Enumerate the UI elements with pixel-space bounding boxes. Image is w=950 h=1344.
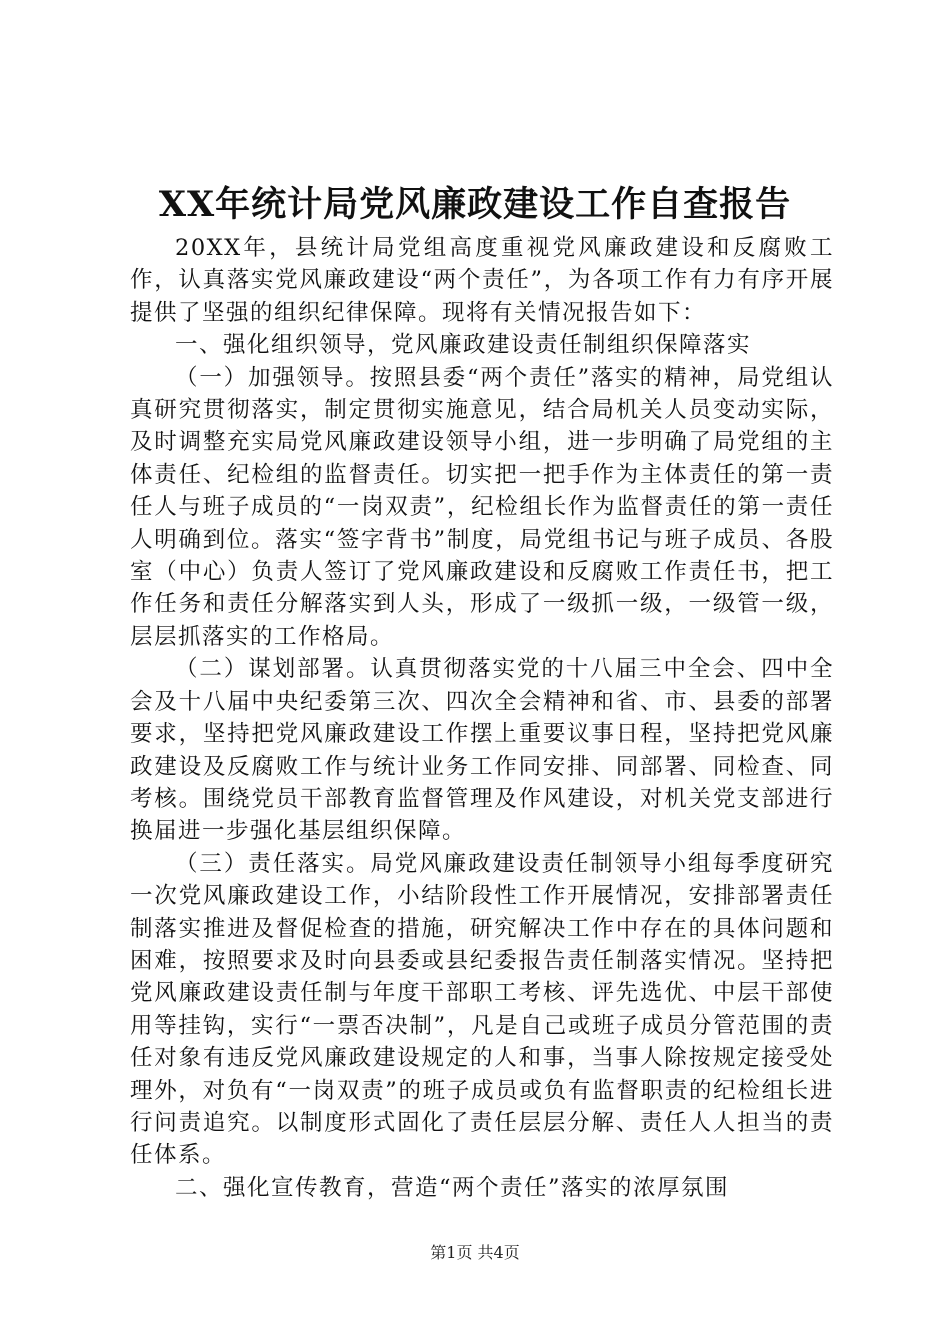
document-title: XX年统计局党风廉政建设工作自查报告 (158, 184, 792, 225)
paragraph-leadership: （一）加强领导。按照县委“两个责任”落实的精神，局党组认真研究贯彻落实，制定贯彻实施意见，结合局机关人员变动实际，及时调整充实局党风廉政建设领导小组，进一步明确了局党组的主体责任、纪检组的监督责任。切实把一把手作为主体责任的第一责任人与班子成员的“一岗双责”，纪检组长作为监督责任的第一责任人明确到位。落实“签字背书”制度，局党组书记与班子成员、各股室（中心）负责人签订了党风廉政建设和反腐败工作责任书，把工作任务和责任分解落实到人头，形成了一级抓一级，一级管一级，层层抓落实的工作格局。 (130, 364, 834, 650)
section-heading-2: 二、强化宣传教育，营造“两个责任”落实的浓厚氛围 (175, 1174, 730, 1201)
paragraph-planning: （二）谋划部署。认真贯彻落实党的十八届三中全会、四中全会及十八届中央纪委第三次、四次全会精神和省、市、县委的部署要求，坚持把党风廉政建设工作摆上重要议事日程，坚持把党风廉政建设及反腐败工作与统计业务工作同安排、同部署、同检查、同考核。围绕党员干部教育监督管理及作风建设，对机关党支部进行换届进一步强化基层组织保障。 (130, 656, 834, 845)
page-footer: 第1页 共4页 (430, 1243, 520, 1262)
paragraph-responsibility: （三）责任落实。局党风廉政建设责任制领导小组每季度研究一次党风廉政建设工作，小结阶段性工作开展情况，安排部署责任制落实推进及督促检查的措施，研究解决工作中存在的具体问题和困难，按照要求及时向县委或县纪委报告责任制落实情况。坚持把党风廉政建设责任制与年度干部职工考核、评先选优、中层干部使用等挂钩，实行“一票否决制”，凡是自己或班子成员分管范围的责任对象有违反党风廉政建设规定的人和事，当事人除按规定接受处理外，对负有“一岗双责”的班子成员或负有监督职责的纪检组长进行问责追究。以制度形式固化了责任层层分解、责任人人担当的责任体系。 (130, 850, 834, 1169)
document-body (130, 232, 834, 1204)
intro-paragraph: 20XX年，县统计局党组高度重视党风廉政建设和反腐败工作，认真落实党风廉政建设“两个责任”，为各项工作有力有序开展提供了坚强的组织纪律保障。现将有关情况报告如下： (130, 235, 834, 326)
section-heading-1: 一、强化组织领导，党风廉政建设责任制组织保障落实 (175, 332, 752, 359)
